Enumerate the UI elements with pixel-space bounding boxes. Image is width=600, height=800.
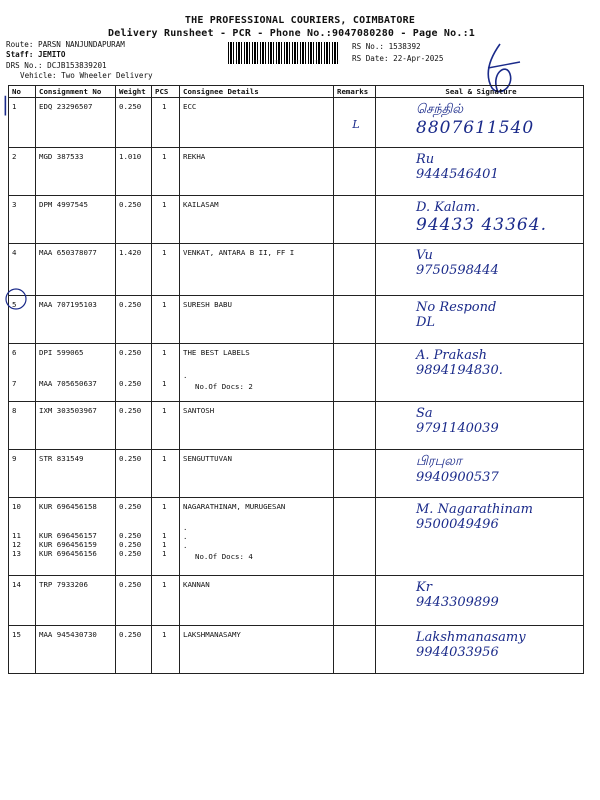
handwritten-signature: Ru [416,152,435,167]
handwritten-phone: 9750598444 [416,263,499,278]
weight-cell [116,498,152,576]
seal-signature-cell [376,244,584,296]
bullet-dot: . [183,541,188,550]
seal-signature-cell [376,576,584,626]
item-number: 1 [12,102,17,111]
seal-signature-cell [376,344,584,402]
item-weight: 0.250 [119,379,142,388]
vehicle-value: Two Wheeler Delivery [61,71,153,80]
row-number-cell [9,450,36,498]
seal-signature-cell [376,402,584,450]
handwritten-phone: 9444546401 [416,167,499,182]
remark-mark: L [352,118,360,131]
table-row [9,244,584,296]
row-number-cell [9,98,36,148]
handwritten-signature: செந்தில் [416,102,464,117]
consignment-number: DPM 4997545 [39,200,88,209]
consignment-cell [36,98,116,148]
item-weight: 0.250 [119,406,142,415]
remarks-cell [334,402,376,450]
handwritten-signature: M. Nagarathinam [416,502,533,517]
item-pcs: 1 [162,102,167,111]
seal-signature-cell [376,626,584,674]
item-number: 13 [12,549,21,558]
table-row [9,296,584,344]
weight-cell [116,244,152,296]
handwritten-phone: 9894194830. [416,363,503,378]
consignment-number: EDQ 23296507 [39,102,93,111]
consignment-cell [36,498,116,576]
row-number-cell [9,626,36,674]
remarks-cell [334,148,376,196]
bullet-dot: . [183,371,188,380]
remarks-cell [334,344,376,402]
pcs-cell [152,296,180,344]
rs-date-value: 22-Apr-2025 [393,54,444,63]
item-pcs: 1 [162,454,167,463]
route-label: Route: [6,40,34,49]
handwritten-signature: Lakshmanasamy [416,630,526,645]
weight-cell [116,344,152,402]
row-number-cell [9,576,36,626]
handwritten-signature: D. Kalam. [416,200,481,215]
item-weight: 0.250 [119,549,142,558]
company-title: THE PROFESSIONAL COURIERS, COIMBATORE [184,15,416,26]
pcs-cell [152,196,180,244]
pcs-cell [152,344,180,402]
item-pcs: 1 [162,540,167,549]
item-pcs: 1 [162,152,167,161]
pcs-cell [152,450,180,498]
consignee-cell [180,626,334,674]
handwritten-phone: DL [416,315,436,330]
item-number: 6 [12,348,17,357]
item-pcs: 1 [162,348,167,357]
table-header-row [9,86,584,98]
weight-cell [116,626,152,674]
consignee-name: SENGUTTUVAN [183,454,232,463]
consignment-cell [36,244,116,296]
consignee-cell [180,296,334,344]
pcs-cell [152,498,180,576]
weight-cell [116,402,152,450]
item-pcs: 1 [162,406,167,415]
item-pcs: 1 [162,300,167,309]
consignment-cell [36,626,116,674]
pcs-cell [152,98,180,148]
col-header-consignee: Consignee Details [180,86,334,98]
consignee-cell [180,196,334,244]
row-number-cell [9,344,36,402]
rs-no-label: RS No.: [352,42,385,51]
item-pcs: 1 [162,379,167,388]
consignment-number: KUR 696456159 [39,540,97,549]
weight-cell [116,450,152,498]
seal-signature-cell [376,196,584,244]
consignment-number: KUR 696456158 [39,502,97,511]
handwritten-signature: Vu [416,248,433,263]
rs-no-value: 1538392 [388,42,421,51]
consignment-number: STR 831549 [39,454,84,463]
table-row [9,450,584,498]
pcs-cell [152,244,180,296]
consignee-name: NAGARATHINAM, MURUGESAN [183,502,286,511]
consignee-cell [180,576,334,626]
circle-mark-row-5 [4,287,28,311]
handwritten-phone: 8807611540 [416,118,535,138]
item-pcs: 1 [162,580,167,589]
consignee-cell [180,450,334,498]
consignment-number: KUR 696456157 [39,531,97,540]
seal-signature-cell [376,296,584,344]
item-number: 9 [12,454,17,463]
consignment-number: MGD 387533 [39,152,84,161]
item-weight: 0.250 [119,102,142,111]
handwritten-phone: 9443309899 [416,595,499,610]
pcs-cell [152,576,180,626]
check-mark: | [2,92,9,116]
handwritten-signature: A. Prakash [416,348,488,363]
consignee-cell [180,244,334,296]
consignee-name: KAILASAM [183,200,219,209]
handwritten-phone: 94433 43364. [416,215,547,235]
item-number: 11 [12,531,21,540]
seal-signature-cell [376,498,584,576]
col-header-weight: Weight [116,86,152,98]
consignee-cell [180,148,334,196]
item-weight: 0.250 [119,454,142,463]
staff-line [6,50,65,60]
item-weight: 0.250 [119,348,142,357]
drs-line [6,61,107,71]
consignment-number: MAA 707195103 [39,300,97,309]
item-weight: 0.250 [119,540,142,549]
consignee-name: VENKAT, ANTARA B II, FF I [183,248,295,257]
handwritten-phone: 9500049496 [416,517,499,532]
weight-cell [116,576,152,626]
weight-cell [116,148,152,196]
handwritten-phone: 9940900537 [416,470,499,485]
row-number-cell [9,498,36,576]
consignment-number: MAA 650378077 [39,248,97,257]
docs-count: No.Of Docs: 2 [195,382,253,391]
item-weight: 0.250 [119,580,142,589]
consignment-number: MAA 945430730 [39,630,97,639]
table-row [9,148,584,196]
item-number: 3 [12,200,17,209]
weight-cell [116,296,152,344]
consignee-name: REKHA [183,152,206,161]
remarks-cell [334,626,376,674]
consignment-cell [36,196,116,244]
item-number: 8 [12,406,17,415]
item-weight: 0.250 [119,531,142,540]
item-pcs: 1 [162,200,167,209]
route-value: PARSN NANJUNDAPURAM [38,40,125,49]
table-row [9,196,584,244]
remarks-cell [334,98,376,148]
item-number: 5 [12,300,17,309]
runsheet-table [8,85,584,674]
table-row [9,576,584,626]
item-number: 10 [12,502,21,511]
pcs-cell [152,626,180,674]
remarks-cell [334,244,376,296]
consignment-cell [36,148,116,196]
table-row [9,402,584,450]
handwritten-signature: Kr [416,580,432,595]
docs-count: No.Of Docs: 4 [195,552,253,561]
pcs-cell [152,402,180,450]
remarks-cell [334,498,376,576]
staff-value: JEMITO [38,50,66,59]
handwritten-phone: 9944033956 [416,645,499,660]
bullet-dot: . [183,523,188,532]
item-weight: 0.250 [119,502,142,511]
consignee-name: ECC [183,102,197,111]
pcs-cell [152,148,180,196]
item-number: 15 [12,630,21,639]
item-weight: 0.250 [119,200,142,209]
item-number: 12 [12,540,21,549]
drs-label: DRS No.: [6,61,43,70]
consignment-number: KUR 696456156 [39,549,97,558]
drs-value: DCJB153839201 [47,61,107,70]
consignment-cell [36,296,116,344]
item-weight: 1.010 [119,152,142,161]
consignment-number: TRP 7933206 [39,580,88,589]
remarks-cell [334,576,376,626]
col-header-seal: Seal & Signature [376,86,584,98]
consignment-cell [36,450,116,498]
consignment-number: DPI 599065 [39,348,84,357]
handwritten-signature: Sa [416,406,433,421]
handwritten-signature: No Respond [416,300,497,315]
seal-signature-cell [376,98,584,148]
item-pcs: 1 [162,531,167,540]
remarks-cell [334,296,376,344]
consignee-cell [180,402,334,450]
item-pcs: 1 [162,630,167,639]
consignment-cell [36,402,116,450]
rs-no-line [352,42,421,52]
col-header-no: No [9,86,36,98]
remarks-cell [334,450,376,498]
consignee-name: SANTOSH [183,406,215,415]
item-weight: 1.420 [119,248,142,257]
item-weight: 0.250 [119,630,142,639]
item-number: 7 [12,379,17,388]
runsheet-subtitle: Delivery Runsheet - PCR - Phone No.:9047080280 - Page No.:1 [108,28,476,39]
vehicle-label: Vehicle: [20,71,57,80]
bullet-dot: . [183,532,188,541]
rs-date-line [352,54,443,64]
col-header-pcs: PCS [152,86,180,98]
col-header-consignment: Consignment No [36,86,116,98]
table-row [9,344,584,402]
item-pcs: 1 [162,549,167,558]
handwritten-signature: பிரபுலா [416,454,462,469]
table-row [9,626,584,674]
item-number: 4 [12,248,17,257]
row-number-cell [9,148,36,196]
item-pcs: 1 [162,502,167,511]
consignee-name: KANNAN [183,580,210,589]
vehicle-line [20,71,153,81]
item-weight: 0.250 [119,300,142,309]
table-row [9,98,584,148]
staff-label: Staff: [6,50,34,59]
item-number: 14 [12,580,21,589]
consignment-number: IXM 303503967 [39,406,97,415]
consignment-number: MAA 705650637 [39,379,97,388]
weight-cell [116,196,152,244]
table-row [9,498,584,576]
item-number: 2 [12,152,17,161]
consignee-name: LAKSHMANASAMY [183,630,241,639]
consignee-cell [180,98,334,148]
weight-cell [116,98,152,148]
rs-date-label: RS Date: [352,54,389,63]
item-pcs: 1 [162,248,167,257]
consignee-cell [180,344,334,402]
col-header-remarks: Remarks [334,86,376,98]
consignee-name: THE BEST LABELS [183,348,250,357]
row-number-cell [9,196,36,244]
seal-signature-cell [376,148,584,196]
row-number-cell [9,402,36,450]
consignment-cell [36,576,116,626]
seal-signature-cell [376,450,584,498]
consignee-name: SURESH BABU [183,300,232,309]
handwritten-phone: 9791140039 [416,421,499,436]
route-line [6,40,125,50]
remarks-cell [334,196,376,244]
barcode [228,42,338,64]
consignee-cell [180,498,334,576]
consignment-cell [36,344,116,402]
